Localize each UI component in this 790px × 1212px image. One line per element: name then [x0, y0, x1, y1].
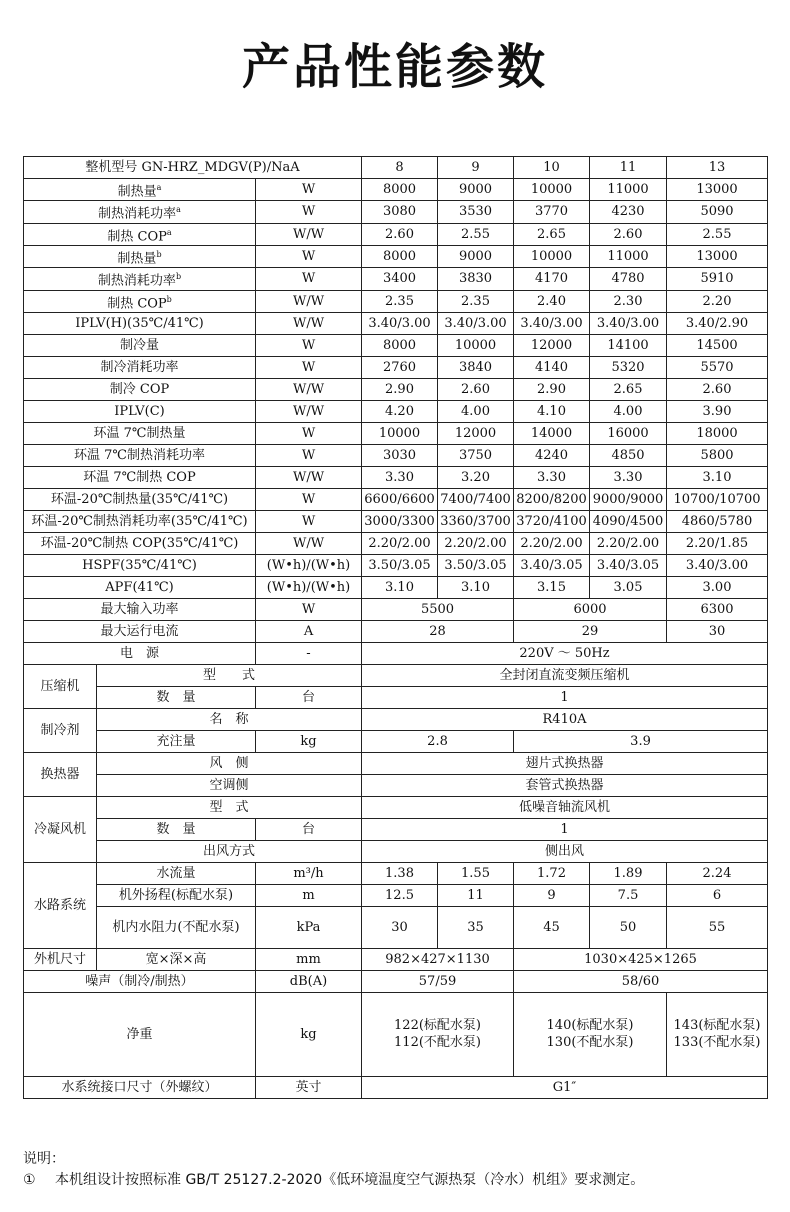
- cell-value: 8200/8200: [514, 488, 590, 510]
- row-label-text: 制冷 COP: [109, 381, 170, 397]
- row-label-text: 环温 7℃制热消耗功率: [74, 447, 205, 463]
- row-label: [24, 488, 256, 510]
- cell-value: 13000: [667, 245, 768, 267]
- cell-value: 3530: [438, 201, 514, 223]
- cell-value: 2.65: [590, 378, 667, 400]
- spec-row: [24, 245, 768, 267]
- cell-value: 10000: [362, 422, 438, 444]
- cell-value: 14000: [514, 422, 590, 444]
- row-label: 数 量: [97, 818, 256, 840]
- spec-row: [24, 466, 768, 488]
- compressor-qty-row: [24, 686, 768, 708]
- row-unit: 英寸: [256, 1076, 362, 1098]
- cell-value: 3.40/3.00: [514, 312, 590, 334]
- row-unit: W: [256, 444, 362, 466]
- row-label-text: 环温 7℃制热 COP: [83, 469, 196, 485]
- heat-exchanger-ac-row: [24, 774, 768, 796]
- row-unit: 台: [256, 686, 362, 708]
- max-current-row: [24, 620, 768, 642]
- cell-value: 16000: [590, 422, 667, 444]
- spec-row: [24, 356, 768, 378]
- cell-value: 8000: [362, 334, 438, 356]
- cell-value: 3720/4100: [514, 510, 590, 532]
- row-label-text: 制热消耗功率: [98, 206, 177, 222]
- row-unit: A: [256, 620, 362, 642]
- cell-value: 143(标配水泵) 133(不配水泵): [667, 992, 768, 1076]
- spec-row: [24, 201, 768, 223]
- cell-value: 2.20/1.85: [667, 532, 768, 554]
- cell-value: 13000: [667, 179, 768, 201]
- spec-row: [24, 312, 768, 334]
- row-unit: W: [256, 201, 362, 223]
- cell-value: 2.55: [438, 223, 514, 245]
- cell-value: 55: [667, 906, 768, 948]
- cell-value: 3.40/3.00: [667, 554, 768, 576]
- cell-value: 140(标配水泵) 130(不配水泵): [514, 992, 667, 1076]
- row-unit: kg: [256, 730, 362, 752]
- cell-value: 35: [438, 906, 514, 948]
- model-13: 13: [667, 157, 768, 179]
- group-label-fan: 冷凝风机: [24, 796, 97, 862]
- cell-value: 1: [362, 818, 768, 840]
- cell-value: 3.10: [362, 576, 438, 598]
- model-10: 10: [514, 157, 590, 179]
- row-unit: W/W: [256, 466, 362, 488]
- row-unit: W: [256, 422, 362, 444]
- cell-value: 6000: [514, 598, 667, 620]
- cell-value: 4.00: [438, 400, 514, 422]
- row-unit: kPa: [256, 906, 362, 948]
- cell-value: 4170: [514, 268, 590, 290]
- cell-value: 30: [667, 620, 768, 642]
- cell-value: 1.38: [362, 862, 438, 884]
- row-label: [24, 554, 256, 576]
- note-text: 本机组设计按照标准 GB/T 25127.2-2020《低环境温度空气源热泵（冷水）机组》要求测定。: [55, 1172, 645, 1188]
- cell-value: 4.20: [362, 400, 438, 422]
- row-label: [24, 334, 256, 356]
- cell-value: 5320: [590, 356, 667, 378]
- power-supply-row: [24, 642, 768, 664]
- cell-value: 10700/10700: [667, 488, 768, 510]
- weight-row: [24, 992, 768, 1076]
- cell-value: 1.55: [438, 862, 514, 884]
- row-label: [24, 576, 256, 598]
- row-unit: W/W: [256, 378, 362, 400]
- cell-value: 11000: [590, 245, 667, 267]
- water-flow-row: [24, 862, 768, 884]
- row-unit: 台: [256, 818, 362, 840]
- row-unit: (W•h)/(W•h): [256, 576, 362, 598]
- row-label: 最大输入功率: [24, 598, 256, 620]
- cell-value: 6300: [667, 598, 768, 620]
- row-label: [24, 179, 256, 201]
- model-label: 整机型号 GN-HRZ_MDGV(P)/NaA: [24, 157, 362, 179]
- row-label-text: APF(41℃): [105, 579, 174, 595]
- row-label: 风 侧: [97, 752, 362, 774]
- row-label: [24, 422, 256, 444]
- fan-qty-row: [24, 818, 768, 840]
- spec-row: [24, 290, 768, 312]
- row-label: 净重: [24, 992, 256, 1076]
- row-label-text: 环温 7℃制热量: [93, 425, 186, 441]
- cell-value: 9000/9000: [590, 488, 667, 510]
- row-label: [24, 400, 256, 422]
- heat-exchanger-wind-row: [24, 752, 768, 774]
- noise-row: [24, 970, 768, 992]
- row-unit: W/W: [256, 312, 362, 334]
- row-label: 型 式: [97, 796, 362, 818]
- spec-row: [24, 334, 768, 356]
- row-label: 电 源: [24, 642, 256, 664]
- cell-value: 套管式换热器: [362, 774, 768, 796]
- row-label-text: 制热量: [117, 251, 157, 267]
- cell-value: 10000: [514, 179, 590, 201]
- cell-value: 122(标配水泵) 112(不配水泵): [362, 992, 514, 1076]
- cell-value: 2760: [362, 356, 438, 378]
- note-item: [23, 1170, 783, 1191]
- cell-value: R410A: [362, 708, 768, 730]
- cell-value: 2.24: [667, 862, 768, 884]
- page-title: 产品性能参数: [241, 39, 548, 95]
- row-label-text: 环温-20℃制热量(35℃/41℃): [50, 491, 229, 507]
- row-label-text: 环温-20℃制热消耗功率(35℃/41℃): [31, 513, 248, 529]
- row-unit: m³/h: [256, 862, 362, 884]
- cell-value: 5090: [667, 201, 768, 223]
- row-unit: W: [256, 245, 362, 267]
- row-label: [24, 510, 256, 532]
- row-label: 水流量: [97, 862, 256, 884]
- row-label-text: 制热 COP: [107, 228, 167, 244]
- model-8: 8: [362, 157, 438, 179]
- row-label-text: 制热量: [117, 184, 157, 200]
- cell-value: G1″: [362, 1076, 768, 1098]
- cell-value: 3.50/3.05: [438, 554, 514, 576]
- row-label: 充注量: [97, 730, 256, 752]
- row-label: [24, 378, 256, 400]
- row-label-text: 制热消耗功率: [97, 273, 176, 289]
- cell-value: 3030: [362, 444, 438, 466]
- cell-value: 14100: [590, 334, 667, 356]
- row-label: 最大运行电流: [24, 620, 256, 642]
- row-label-text: 制冷量: [119, 337, 159, 353]
- cell-value: 1.89: [590, 862, 667, 884]
- spec-row: [24, 576, 768, 598]
- cell-value: 18000: [667, 422, 768, 444]
- row-label: 外机尺寸: [24, 948, 97, 970]
- cell-value: 2.35: [438, 290, 514, 312]
- cell-value: 5500: [362, 598, 514, 620]
- cell-value: 3.10: [438, 576, 514, 598]
- cell-value: 2.65: [514, 223, 590, 245]
- water-head-row: [24, 884, 768, 906]
- row-unit: W: [256, 356, 362, 378]
- cell-value: 4780: [590, 268, 667, 290]
- cell-value: 8000: [362, 245, 438, 267]
- superscript-marker: b: [175, 272, 182, 282]
- cell-value: 2.90: [362, 378, 438, 400]
- cell-value: 全封闭直流变频压缩机: [362, 664, 768, 686]
- cell-value: 11: [438, 884, 514, 906]
- row-label-text: IPLV(H)(35℃/41℃): [75, 315, 204, 331]
- compressor-type-row: [24, 664, 768, 686]
- row-label: 水系统接口尺寸（外螺纹）: [24, 1076, 256, 1098]
- cell-value: 2.20: [667, 290, 768, 312]
- cell-value: 2.60: [590, 223, 667, 245]
- cell-value: 1: [362, 686, 768, 708]
- row-label: [24, 245, 256, 267]
- cell-value: 3770: [514, 201, 590, 223]
- group-label-refrigerant: 制冷剂: [24, 708, 97, 752]
- connection-row: [24, 1076, 768, 1098]
- row-label-text: IPLV(C): [114, 403, 165, 419]
- cell-value: 4.00: [590, 400, 667, 422]
- refrigerant-charge-row: [24, 730, 768, 752]
- cell-value: 10000: [514, 245, 590, 267]
- row-label: 名 称: [97, 708, 362, 730]
- cell-value: 982×427×1130: [362, 948, 514, 970]
- row-unit: W/W: [256, 400, 362, 422]
- cell-value: 3.30: [590, 466, 667, 488]
- row-label: 机外扬程(标配水泵): [97, 884, 256, 906]
- row-label: 噪声（制冷/制热）: [24, 970, 256, 992]
- header-row: [24, 157, 768, 179]
- spec-row: [24, 510, 768, 532]
- row-label: [24, 201, 256, 223]
- cell-value: 3080: [362, 201, 438, 223]
- group-label-heat-exchanger: 换热器: [24, 752, 97, 796]
- row-label: 数 量: [97, 686, 256, 708]
- cell-value: 2.30: [590, 290, 667, 312]
- cell-value: 3.9: [514, 730, 768, 752]
- cell-value: 9000: [438, 245, 514, 267]
- cell-value: 1030×425×1265: [514, 948, 768, 970]
- cell-value: 翅片式换热器: [362, 752, 768, 774]
- cell-value: 30: [362, 906, 438, 948]
- dimensions-row: [24, 948, 768, 970]
- cell-value: 2.35: [362, 290, 438, 312]
- notes: [23, 1149, 783, 1191]
- row-unit: W: [256, 488, 362, 510]
- row-label: 机内水阻力(不配水泵): [97, 906, 256, 948]
- refrigerant-name-row: [24, 708, 768, 730]
- cell-value: 4090/4500: [590, 510, 667, 532]
- row-unit: (W•h)/(W•h): [256, 554, 362, 576]
- cell-value: 2.55: [667, 223, 768, 245]
- cell-value: 3360/3700: [438, 510, 514, 532]
- cell-value: 3000/3300: [362, 510, 438, 532]
- cell-value: 3830: [438, 268, 514, 290]
- superscript-marker: a: [156, 183, 162, 192]
- cell-value: 3.40/3.00: [590, 312, 667, 334]
- cell-value: 4.10: [514, 400, 590, 422]
- row-label: 出风方式: [97, 840, 362, 862]
- spec-row: [24, 400, 768, 422]
- row-unit: W: [256, 179, 362, 201]
- cell-value: 3.05: [590, 576, 667, 598]
- cell-value: 3750: [438, 444, 514, 466]
- spec-row: [24, 378, 768, 400]
- cell-value: 6600/6600: [362, 488, 438, 510]
- cell-value: 2.60: [438, 378, 514, 400]
- cell-value: 5910: [667, 268, 768, 290]
- cell-value: 58/60: [514, 970, 768, 992]
- cell-value: 4240: [514, 444, 590, 466]
- cell-value: 29: [514, 620, 667, 642]
- row-unit: W/W: [256, 532, 362, 554]
- row-sublabel: 宽×深×高: [97, 948, 256, 970]
- fan-type-row: [24, 796, 768, 818]
- spec-table: [23, 156, 768, 1099]
- cell-value: 低噪音轴流风机: [362, 796, 768, 818]
- row-label-text: 环温-20℃制热 COP(35℃/41℃): [40, 535, 239, 551]
- cell-value: 3840: [438, 356, 514, 378]
- cell-value: 2.40: [514, 290, 590, 312]
- cell-value: 28: [362, 620, 514, 642]
- cell-value: 3.40/2.90: [667, 312, 768, 334]
- row-label: [24, 466, 256, 488]
- row-label: [24, 532, 256, 554]
- cell-value: 6: [667, 884, 768, 906]
- row-unit: W: [256, 510, 362, 532]
- cell-value: 3.00: [667, 576, 768, 598]
- cell-value: 3.40/3.00: [362, 312, 438, 334]
- row-label: 型 式: [97, 664, 362, 686]
- row-unit: kg: [256, 992, 362, 1076]
- row-unit: mm: [256, 948, 362, 970]
- note-number: ①: [23, 1172, 36, 1188]
- spec-row: [24, 268, 768, 290]
- row-label: [24, 268, 256, 290]
- row-label: [24, 290, 256, 312]
- cell-value: 侧出风: [362, 840, 768, 862]
- cell-value: 2.60: [362, 223, 438, 245]
- cell-value: 4230: [590, 201, 667, 223]
- row-unit: dB(A): [256, 970, 362, 992]
- superscript-marker: b: [166, 294, 172, 304]
- row-label-text: HSPF(35℃/41℃): [82, 557, 197, 573]
- cell-value: 3.40/3.05: [514, 554, 590, 576]
- row-label: [24, 312, 256, 334]
- cell-value: 12000: [438, 422, 514, 444]
- cell-value: 12000: [514, 334, 590, 356]
- cell-value: 9000: [438, 179, 514, 201]
- max-power-row: [24, 598, 768, 620]
- spec-row: [24, 179, 768, 201]
- row-unit: -: [256, 642, 362, 664]
- row-unit: W: [256, 334, 362, 356]
- notes-heading: 说明：: [23, 1151, 65, 1167]
- cell-value: 2.20/2.00: [514, 532, 590, 554]
- cell-value: 2.20/2.00: [438, 532, 514, 554]
- row-label: [24, 223, 256, 245]
- row-label: [24, 356, 256, 378]
- row-unit: W: [256, 598, 362, 620]
- group-label-water: 水路系统: [24, 862, 97, 948]
- cell-value: 11000: [590, 179, 667, 201]
- row-unit: W/W: [256, 223, 362, 245]
- fan-outlet-row: [24, 840, 768, 862]
- spec-row: [24, 532, 768, 554]
- cell-value: 7.5: [590, 884, 667, 906]
- cell-value: 5800: [667, 444, 768, 466]
- spec-row: [24, 422, 768, 444]
- cell-value: 10000: [438, 334, 514, 356]
- superscript-marker: a: [176, 205, 181, 215]
- cell-value: 3.90: [667, 400, 768, 422]
- row-unit: W: [256, 268, 362, 290]
- model-11: 11: [590, 157, 667, 179]
- spec-row: [24, 488, 768, 510]
- superscript-marker: a: [166, 227, 172, 237]
- cell-value: 50: [590, 906, 667, 948]
- cell-value: 45: [514, 906, 590, 948]
- row-label-text: 制冷消耗功率: [100, 359, 179, 375]
- row-unit: m: [256, 884, 362, 906]
- spec-row: [24, 223, 768, 245]
- cell-value: 3.30: [362, 466, 438, 488]
- cell-value: 2.8: [362, 730, 514, 752]
- cell-value: 3.50/3.05: [362, 554, 438, 576]
- cell-value: 3.40/3.05: [590, 554, 667, 576]
- cell-value: 12.5: [362, 884, 438, 906]
- cell-value: 3.20: [438, 466, 514, 488]
- row-unit: W/W: [256, 290, 362, 312]
- cell-value: 3.15: [514, 576, 590, 598]
- cell-value: 2.60: [667, 378, 768, 400]
- spec-row: [24, 444, 768, 466]
- cell-value: 2.20/2.00: [590, 532, 667, 554]
- cell-value: 2.20/2.00: [362, 532, 438, 554]
- cell-value: 2.90: [514, 378, 590, 400]
- cell-value: 3.30: [514, 466, 590, 488]
- group-label-compressor: 压缩机: [24, 664, 97, 708]
- row-label-text: 制热 COP: [107, 295, 167, 311]
- model-9: 9: [438, 157, 514, 179]
- cell-value: 7400/7400: [438, 488, 514, 510]
- cell-value: 220V ～ 50Hz: [362, 642, 768, 664]
- cell-value: 57/59: [362, 970, 514, 992]
- row-label: 空调侧: [97, 774, 362, 796]
- cell-value: 8000: [362, 179, 438, 201]
- spec-row: [24, 554, 768, 576]
- cell-value: 9: [514, 884, 590, 906]
- cell-value: 3.40/3.00: [438, 312, 514, 334]
- cell-value: 5570: [667, 356, 768, 378]
- cell-value: 4850: [590, 444, 667, 466]
- cell-value: 14500: [667, 334, 768, 356]
- cell-value: 4860/5780: [667, 510, 768, 532]
- cell-value: 3400: [362, 268, 438, 290]
- water-resistance-row: [24, 906, 768, 948]
- cell-value: 1.72: [514, 862, 590, 884]
- cell-value: 4140: [514, 356, 590, 378]
- row-label: [24, 444, 256, 466]
- cell-value: 3.10: [667, 466, 768, 488]
- superscript-marker: b: [156, 249, 162, 259]
